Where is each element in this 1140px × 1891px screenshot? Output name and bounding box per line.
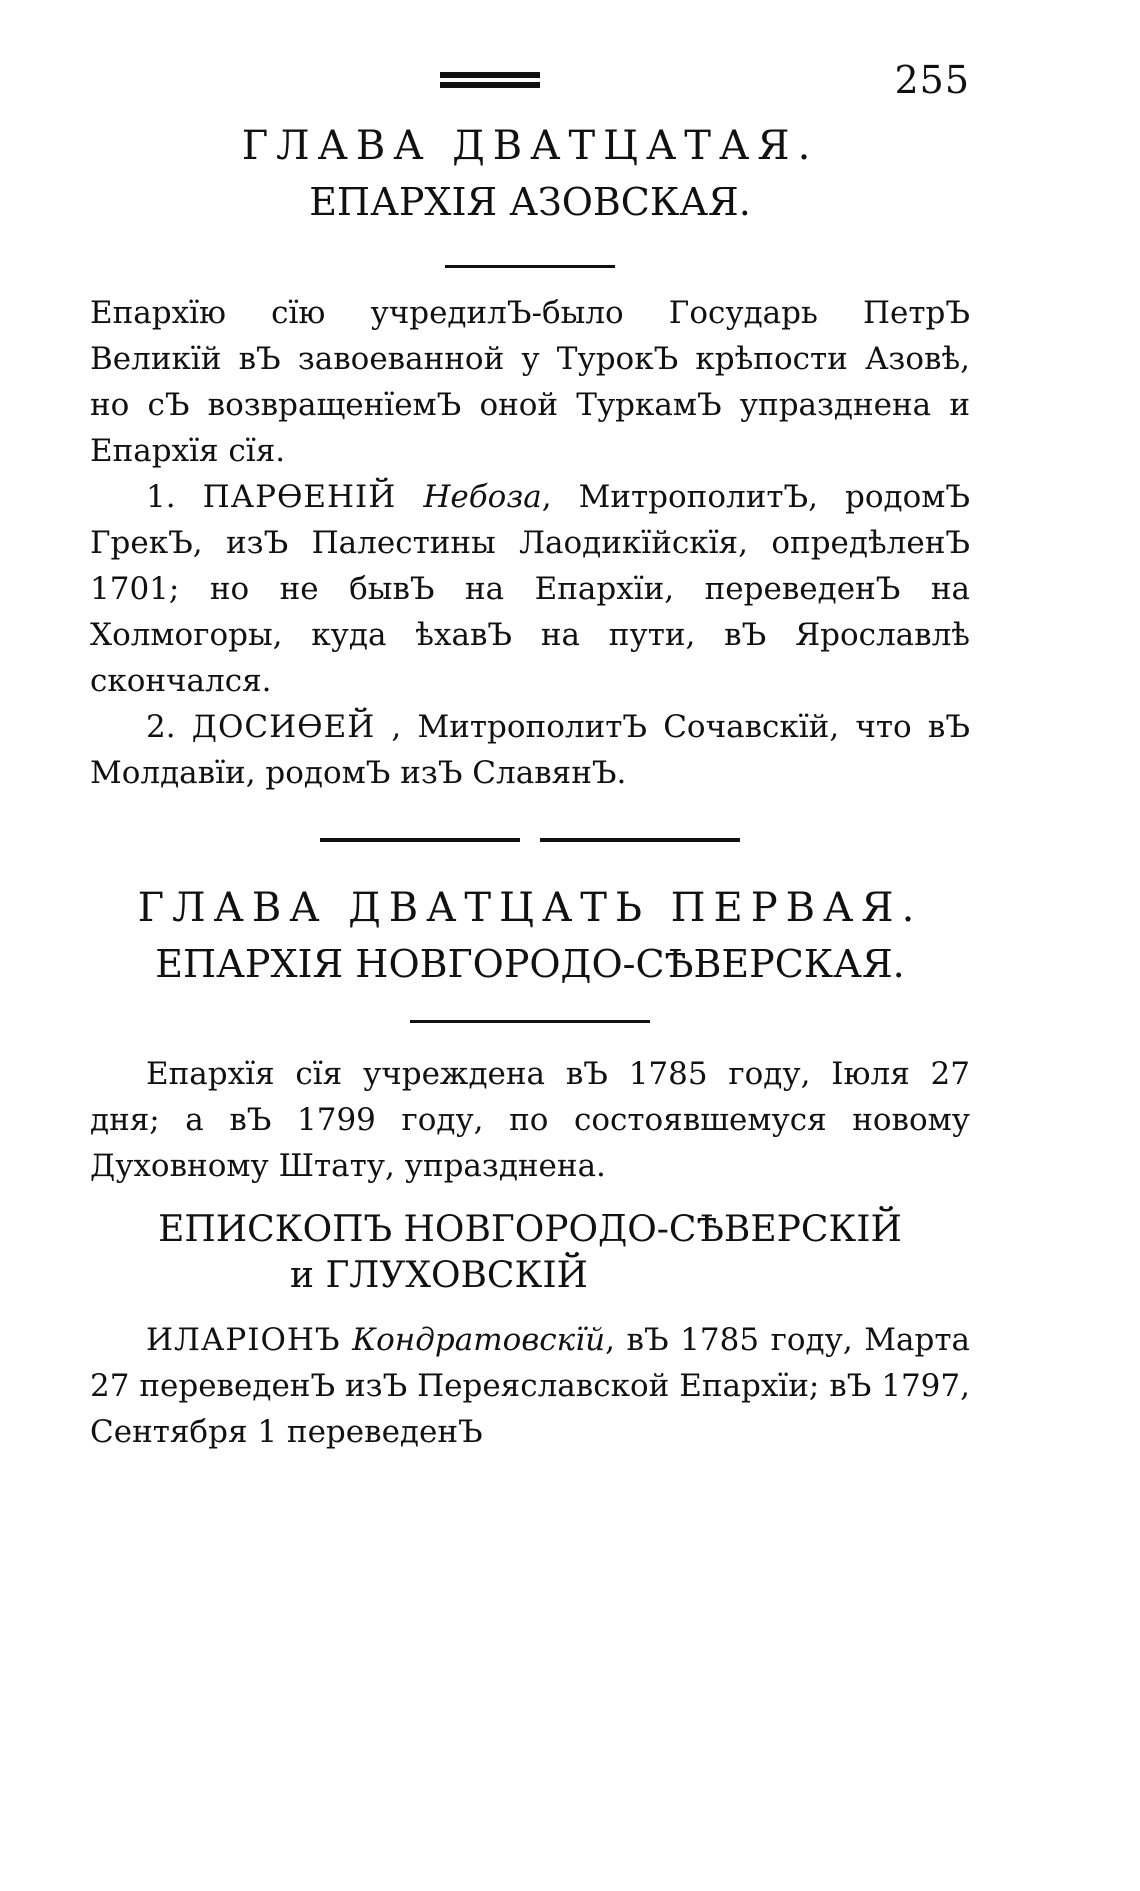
bishop-entry-surname: Кондратовскїй <box>352 1321 606 1358</box>
section-divider <box>445 265 615 268</box>
entry-1-surname: Небоза <box>423 479 542 516</box>
chapter-21-title: ГЛАВА ДВАТЦАТЬ ПЕРВАЯ. <box>137 885 923 932</box>
book-page <box>90 40 970 1840</box>
chapter-21-intro: Епархїя сїя учреждена вЪ 1785 году, Іюля 27 дня; а вЪ 1799 году, по состоявшемуся новому Духовному Штату, упразднена. <box>90 1055 970 1184</box>
chapter-divider <box>320 836 740 844</box>
chapter-21-subtitle: ЕПАРХІЯ НОВГОРОДО-СѢВЕРСКАЯ. <box>155 942 905 987</box>
page-number: 255 <box>894 58 970 102</box>
header-ornament <box>440 72 540 88</box>
entry-2-name: ДОСИѲЕЙ <box>191 709 376 746</box>
bishop-entry-name: ИЛАРІОНЪ <box>146 1321 341 1358</box>
bishop-entry <box>90 1317 970 1455</box>
section-divider <box>410 1020 650 1023</box>
page-header <box>90 40 970 120</box>
entry-2-text: , МитрополитЪ Сочавскїй, что вЪ Молдавїи, родомЪ изЪ СлавянЪ. <box>90 709 970 792</box>
chapter-20-subtitle: ЕПАРХІЯ АЗОВСКАЯ. <box>309 180 751 224</box>
bishop-heading-line2: и ГЛУХОВСКІЙ <box>290 1254 588 1296</box>
entry-2-number: 2. <box>146 709 176 746</box>
chapter-21 <box>90 882 970 1454</box>
entry-2 <box>90 704 970 796</box>
chapter-20-intro: Епархїю сїю учредилЪ-было Государь ПетрЪ Великїй вЪ завоеванной у ТурокЪ крѣпости Азовѣ, но сЪ возвращенїемЪ оной ТуркамЪ упразднена и Епархїя сїя. <box>90 295 970 470</box>
chapter-20-title: ГЛАВА ДВАТЦАТАЯ. <box>241 123 819 169</box>
bishop-heading <box>90 1207 970 1299</box>
bishop-heading-line1: ЕПИСКОПЪ НОВГОРОДО-СѢВЕРСКІЙ <box>158 1208 902 1250</box>
entry-1-text: , МитрополитЪ, родомЪ ГрекЪ, изЪ Палестины Лаодикїйскїя, опредѣленЪ 1701; но не бывЪ на Епархїи, переведенЪ на Холмогоры, куда ѣхавЪ на пути, вЪ Ярославлѣ скончался. <box>90 479 971 700</box>
chapter-20 <box>90 120 970 796</box>
entry-1-name: ПАРѲЕНІЙ <box>202 479 397 516</box>
entry-1 <box>90 474 970 704</box>
entry-1-number: 1. <box>146 479 176 516</box>
bishop-entry-text: , вЪ 1785 году, Марта 27 переведенЪ изЪ Переяславской Епархїи; вЪ 1797, Сентября 1 переведенЪ <box>90 1321 971 1450</box>
